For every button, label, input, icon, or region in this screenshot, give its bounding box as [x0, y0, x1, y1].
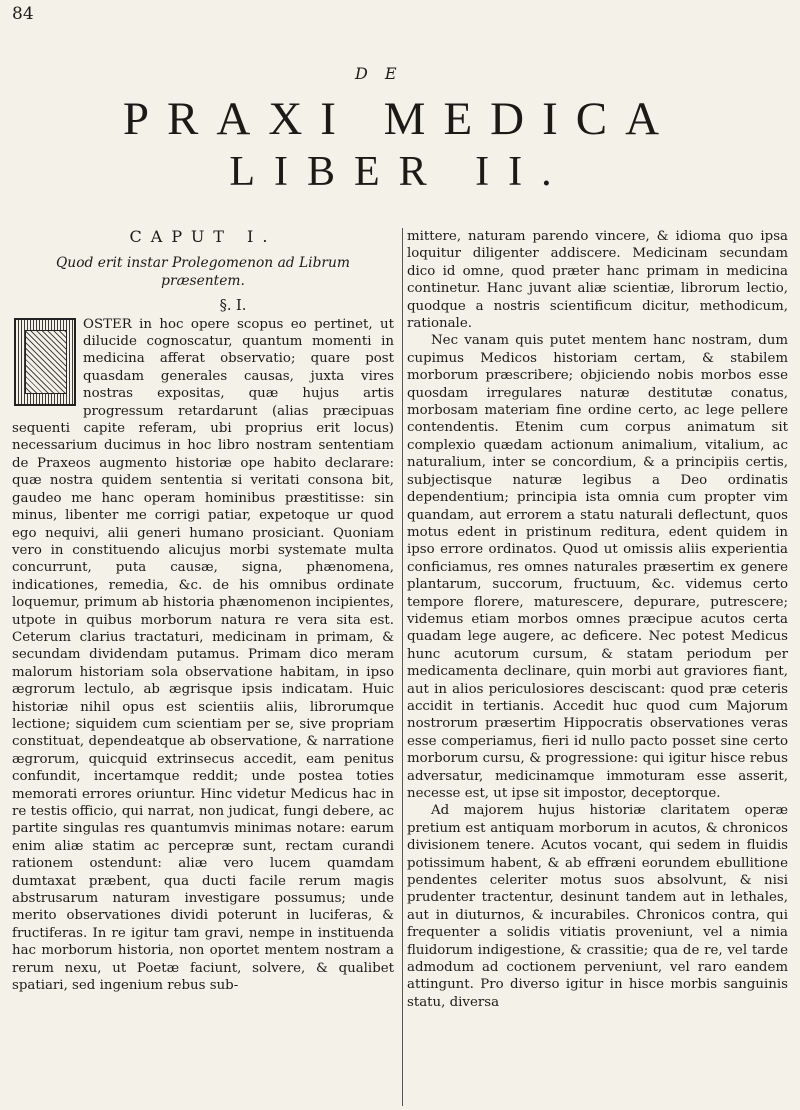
chapter-heading: CAPUT I. [129, 228, 277, 246]
book-title: PRAXI MEDICA [122, 93, 678, 145]
book-subtitle: LIBER II. [229, 149, 571, 195]
body-paragraph: Ad majorem hujus historiæ claritatem operæ pretium est antiquam morborum in acutos, & chronicos divisionem tenere. Acutos vocant, qui sedem in fluidis potissimum habent, & ab effræni eorundem ebullitione pendentes celeriter motus suos absolvunt, & nisi prudenter tractentur, desinunt tandem aut in lethales, aut in diuturnos, & incurabiles. Chronicos contra, qui frequenter a solidis vitiatis proveniunt, vel a nimia fluidorum indigestione, & crassitie; qua de re, vel tarde admodum ad coctionem perveniunt, vel raro eandem attingunt. Pro diverso igitur in hisce morbis sanguinis statu, diversa [407, 803, 788, 1010]
header-ornament: D E [355, 64, 403, 83]
initial-ornament-icon [25, 330, 67, 394]
body-paragraph: OSTER in hoc opere scopus eo pertinet, ut dilucide cognoscatur, quantum momenti in medicina afferat observatio; quare post quasdam generales causas, juxta vires nostras expositas, quæ hujus artis progressum retardarunt (alias præcipuas sequenti capite referam, ubi proprius erit locus) necessarium ducimus in hoc libro nostram sententiam de Praxeos augmento historiæ ope habito declarare: quæ nostra quidem sententia si veritati consona bit, gaudeo me hanc operam hominibus præstitisse: sin minus, libenter me corrigi patiar, expetoque ur quod ego nequivi, alii generi humano prosiciant. Quoniam vero in constituendo alicujus morbi systemate multa concurrunt, puta causæ, signa, phænomena, indicationes, remedia, &c. de his omnibus ordinate loquemur, primum ab historia phænomenon incipientes, utpote in quibus morborum natura re vera sita est. Ceterum clarius tractaturi, medicinam in primam, & secundam dividendam putamus. Primam dico meram malorum historiam sola observatione habitam, in ipso ægrorum lectulo, ab ægrisque ipsis indicatam. Huic historiæ nihil opus est scientiis aliis, librorumque lectione; siquidem cum scientiam per se, sive propriam constituat, dependeatque ab observatione, & narratione ægrorum, quicquid extrinsecus accedit, eam penitus confundit, incertamque reddit; unde postea toties memorati errores oriuntur. Hinc videtur Medicus hac in re testis officio, qui narrat, non judicat, fungi debere, ac partite singulas res quantumvis minimas notare: earum enim aliæ statim ac percepræ sunt, rectam curandi rationem ostendunt: aliæ vero lucem quamdam dumtaxat præbent, qua ducti facile rerum magis abstrusarum naturam investigare possumus; unde merito observationes dividi poterunt in luciferas, & fructiferas. In re igitur tam gravi, nempe in instituenda hac morborum historia, non oportet mentem nostram a rerum nexu, ut Poetæ faciunt, solvere, & qualibet spatiari, sed ingenium rebus sub- [12, 316, 394, 994]
chapter-subtitle: Quod erit instar Prolegomenon ad Librum præsentem. [56, 255, 350, 289]
body-paragraph: mittere, naturam parendo vincere, & idioma quo ipsa loquitur diligenter addiscere. Medicinam secundam dico id omne, quod præter hanc primam in medicina continetur. Hanc juvant aliæ scientiæ, librorum lectio, quodque a nostris scientificum dicitur, methodicum, rationale. [407, 229, 788, 332]
right-column [402, 228, 788, 1106]
page-number: 84 [12, 4, 34, 24]
section-mark: §. I. [219, 298, 247, 315]
body-paragraph: Nec vanam quis putet mentem hanc nostram, dum cupimus Medicos historiam certam, & stabilem morborum præscribere; objiciendo nobis morbos esse quosdam irregulares naturæ destitutæ conatus, morbosam materiam fine ordine certo, ac lege pellere contendentis. Etenim cum corpus animatum sit complexio quædam actionum animalium, vitalium, ac naturalium, inter se concordium, & a principiis certis, subjectisque naturæ legibus a Deo ordinatis dependentium; principia ista omnia cum propter vim quandam, aut errorem a statu naturali deflectunt, quos motus edent in pristinum reditura, edent quidem in ipso errore ordinatos. Quod ut omissis aliis experientia conficiamus, res omnes naturales præsertim ex genere plantarum, succorum, fructuum, &c. videmus certo tempore florere, maturescere, depurare, putrescere; videmus etiam morbos omnes præcipue acutos certa quadam lege augere, ac deficere. Nec potest Medicus hunc acutorum cursum, & statam periodum per medicamenta declinare, quin morbi aut graviores fiant, aut in alios periculosiores desciscant: quod præ ceteris accidit in tertianis. Accedit huc quod cum Majorum nostrorum præsertim Hippocratis observationes veras esse comperiamus, fieri id nullo pacto posset sine certo morborum cursu, & progressione: qui igitur hisce rebus adversatur, medicinamque immoturam esse asserit, necesse est, ut ipse sit impostor, deceptorque. [407, 333, 788, 801]
decorative-initial-icon [14, 318, 76, 406]
left-column [12, 228, 394, 1106]
